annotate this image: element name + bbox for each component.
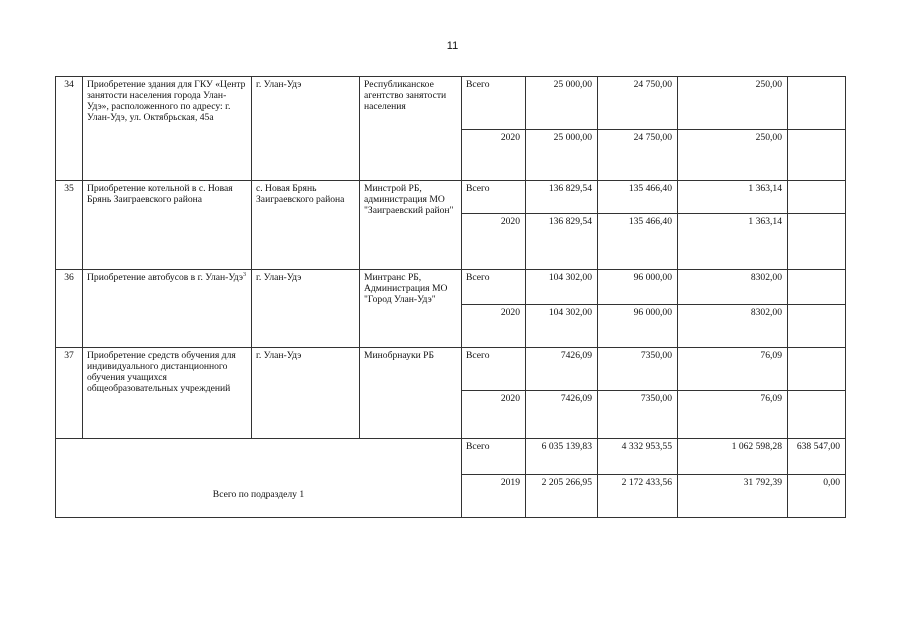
amount-regional: 76,09 <box>678 391 788 439</box>
amount-total: 136 829,54 <box>526 181 598 214</box>
amount-total: 7426,09 <box>526 348 598 391</box>
amount-other <box>788 348 846 391</box>
amount-total: 25 000,00 <box>526 77 598 130</box>
table-row <box>56 181 846 214</box>
amount-regional: 76,09 <box>678 348 788 391</box>
amount-other <box>788 181 846 214</box>
amount-federal: 24 750,00 <box>598 77 678 130</box>
amount-other <box>788 214 846 270</box>
subtotal-label: Всего по подразделу 1 <box>56 439 462 518</box>
period: 2019 <box>462 475 526 518</box>
amount-other: 0,00 <box>788 475 846 518</box>
row-number: 36 <box>56 270 83 348</box>
period: Всего <box>462 270 526 305</box>
amount-other <box>788 391 846 439</box>
amount-other <box>788 77 846 130</box>
investment-table <box>55 76 846 518</box>
object-name <box>83 270 252 348</box>
footnote-marker: 3 <box>243 272 247 278</box>
subtotal-row <box>56 439 846 475</box>
amount-regional: 250,00 <box>678 130 788 181</box>
amount-federal: 4 332 953,55 <box>598 439 678 475</box>
amount-total: 6 035 139,83 <box>526 439 598 475</box>
amount-regional: 31 792,39 <box>678 475 788 518</box>
amount-other <box>788 270 846 305</box>
object-name-text: Приобретение автобусов в г. Улан-Удэ <box>87 272 244 283</box>
page-number: 11 <box>446 40 459 52</box>
amount-federal: 135 466,40 <box>598 214 678 270</box>
amount-federal: 24 750,00 <box>598 130 678 181</box>
object-name: Приобретение здания для ГКУ «Центр занятости населения города Улан-Удэ», расположенного по адресу: г. Улан-Удэ, ул. Октябрьская, 45а <box>83 77 252 181</box>
period: Всего <box>462 181 526 214</box>
amount-federal: 96 000,00 <box>598 305 678 348</box>
amount-other <box>788 305 846 348</box>
location: г. Улан-Удэ <box>252 270 360 348</box>
period: Всего <box>462 77 526 130</box>
customer: Минтранс РБ, Администрация МО "Город Улан-Удэ" <box>360 270 462 348</box>
period: Всего <box>462 439 526 475</box>
amount-other: 638 547,00 <box>788 439 846 475</box>
customer: Республиканское агентство занятости населения <box>360 77 462 181</box>
row-number: 35 <box>56 181 83 270</box>
period: 2020 <box>462 305 526 348</box>
table-row <box>56 77 846 130</box>
amount-regional: 250,00 <box>678 77 788 130</box>
amount-regional: 1 363,14 <box>678 181 788 214</box>
amount-federal: 96 000,00 <box>598 270 678 305</box>
object-name: Приобретение средств обучения для индивидуального дистанционного обучения учащихся общеобразовательных учреждений <box>83 348 252 439</box>
period: 2020 <box>462 214 526 270</box>
location: с. Новая Брянь Заиграевского района <box>252 181 360 270</box>
amount-regional: 8302,00 <box>678 305 788 348</box>
amount-total: 136 829,54 <box>526 214 598 270</box>
period: 2020 <box>462 130 526 181</box>
row-number: 34 <box>56 77 83 181</box>
amount-federal: 7350,00 <box>598 391 678 439</box>
amount-other <box>788 130 846 181</box>
location: г. Улан-Удэ <box>252 77 360 181</box>
table-row <box>56 270 846 305</box>
amount-federal: 135 466,40 <box>598 181 678 214</box>
object-name: Приобретение котельной в с. Новая Брянь Заиграевского района <box>83 181 252 270</box>
row-number: 37 <box>56 348 83 439</box>
customer: Минстрой РБ, администрация МО "Заиграевский район" <box>360 181 462 270</box>
amount-total: 104 302,00 <box>526 270 598 305</box>
amount-regional: 1 363,14 <box>678 214 788 270</box>
customer: Минобрнауки РБ <box>360 348 462 439</box>
table-row <box>56 348 846 391</box>
period: 2020 <box>462 391 526 439</box>
amount-federal: 7350,00 <box>598 348 678 391</box>
amount-total: 7426,09 <box>526 391 598 439</box>
amount-total: 25 000,00 <box>526 130 598 181</box>
location: г. Улан-Удэ <box>252 348 360 439</box>
amount-regional: 8302,00 <box>678 270 788 305</box>
amount-regional: 1 062 598,28 <box>678 439 788 475</box>
period: Всего <box>462 348 526 391</box>
amount-federal: 2 172 433,56 <box>598 475 678 518</box>
amount-total: 2 205 266,95 <box>526 475 598 518</box>
amount-total: 104 302,00 <box>526 305 598 348</box>
